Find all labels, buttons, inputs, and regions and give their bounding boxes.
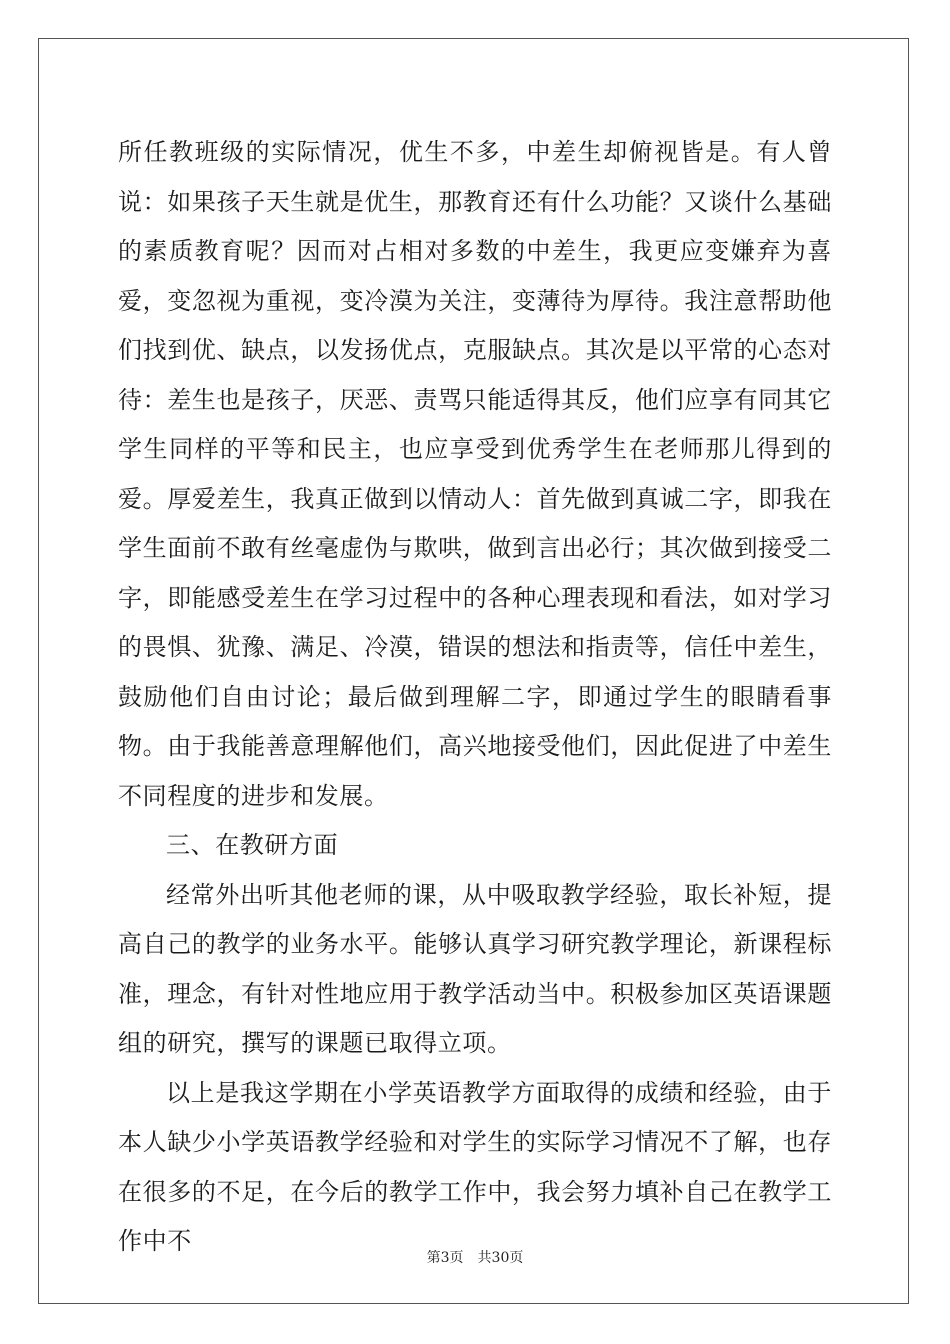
section-heading-teaching-research: 三、在教研方面 xyxy=(166,831,339,859)
paragraph-summary: 以上是我这学期在小学英语教学方面取得的成绩和经验，由于本人缺少小学英语教学经验和对学生的实际学习情况不了解，也存在很多的不足，在今后的教学工作中，我会努力填补自己在教学工作中不 xyxy=(118,1078,832,1255)
page-number: 第3页 共30页 xyxy=(426,1250,524,1266)
document-body xyxy=(118,128,832,1267)
paragraph-teaching-research: 经常外出听其他老师的课，从中吸取教学经验，取长补短，提高自己的教学的业务水平。能够认真学习研究教学理论，新课程标准，理念，有针对性地应用于教学活动当中。积极参加区英语课题组的研究，撰写的课题已取得立项。 xyxy=(118,880,832,1057)
paragraph-students: 所任教班级的实际情况，优生不多，中差生却俯视皆是。有人曾说：如果孩子天生就是优生，那教育还有什么功能？又谈什么基础的素质教育呢？因而对占相对多数的中差生，我更应变嫌弃为喜爱，变忽视为重视，变冷漠为关注，变薄待为厚待。我注意帮助他们找到优、缺点，以发扬优点，克服缺点。其次是以平常的心态对待：差生也是孩子，厌恶、责骂只能适得其反，他们应享有同其它学生同样的平等和民主，也应享受到优秀学生在老师那儿得到的爱。厚爱差生，我真正做到以情动人：首先做到真诚二字，即我在学生面前不敢有丝毫虚伪与欺哄，做到言出必行；其次做到接受二字，即能感受差生在学习过程中的各种心理表现和看法，如对学习的畏惧、犹豫、满足、冷漠，错误的想法和指责等，信任中差生，鼓励他们自由讨论；最后做到理解二字，即通过学生的眼睛看事物。由于我能善意理解他们，高兴地接受他们，因此促进了中差生不同程度的进步和发展。 xyxy=(118,138,832,810)
